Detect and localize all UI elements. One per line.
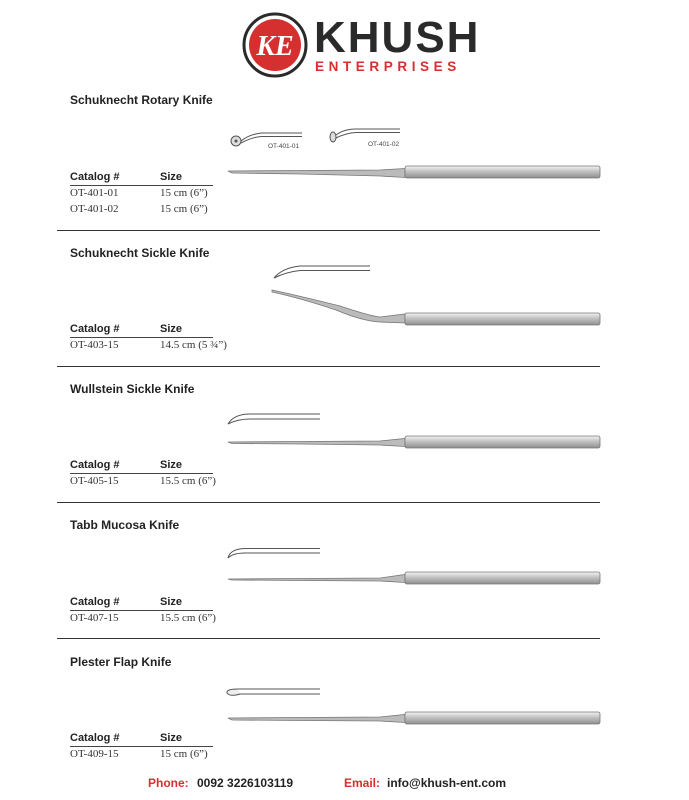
catalog-number: OT-405-15 (70, 475, 119, 487)
rotary-tip-detail-01 (231, 133, 302, 150)
catalog-column-header: Catalog # (70, 323, 120, 335)
sickle-knife-instrument (272, 290, 600, 325)
size-value: 15.5 cm (6”) (160, 475, 216, 487)
catalog-number: OT-407-15 (70, 612, 119, 624)
product-title: Wullstein Sickle Knife (70, 382, 195, 396)
plester-tip-detail (227, 689, 320, 695)
phone-number[interactable]: 0092 3226103119 (197, 776, 294, 790)
catalog-column-header: Catalog # (70, 596, 120, 608)
catalog-column-header: Catalog # (70, 732, 120, 744)
brand-monogram-emblem (242, 12, 310, 78)
section-divider (57, 502, 600, 503)
size-value: 14.5 cm (5 ¾”) (160, 339, 227, 351)
product-title: Tabb Mucosa Knife (70, 518, 180, 532)
brand-tagline: ENTERPRISES (315, 59, 461, 74)
catalog-table-header (70, 459, 213, 474)
brand-logo (242, 12, 481, 78)
tabb-knife-instrument (228, 572, 600, 584)
catalog-number: OT-403-15 (70, 339, 119, 351)
catalog-number: OT-401-02 (70, 203, 119, 215)
product-title: Plester Flap Knife (70, 655, 172, 669)
catalog-column-header: Catalog # (70, 459, 120, 471)
section-divider (57, 230, 600, 231)
wullstein-knife-instrument (228, 436, 600, 448)
rotary-tip-detail-02 (330, 129, 400, 148)
catalog-table-header (70, 171, 213, 186)
catalog-table-header (70, 323, 213, 338)
section-divider (57, 638, 600, 639)
product-title: Schuknecht Sickle Knife (70, 246, 210, 260)
size-value: 15 cm (6”) (160, 748, 208, 760)
size-value: 15.5 cm (6”) (160, 612, 216, 624)
email-address[interactable]: info@khush-ent.com (387, 776, 507, 790)
size-column-header: Size (160, 171, 183, 183)
size-column-header: Size (160, 459, 183, 471)
size-column-header: Size (160, 323, 183, 335)
catalog-column-header: Catalog # (70, 171, 120, 183)
phone-label: Phone: (148, 776, 189, 790)
sickle-tip-detail (274, 266, 370, 278)
catalog-table-header (70, 732, 213, 747)
product-title: Schuknecht Rotary Knife (70, 93, 213, 107)
size-value: 15 cm (6”) (160, 203, 208, 215)
brand-monogram: KE (256, 31, 294, 62)
brand-name: KHUSH (314, 13, 481, 62)
size-column-header: Size (160, 732, 183, 744)
catalog-table-header (70, 596, 213, 611)
section-divider (57, 366, 600, 367)
size-value: 15 cm (6”) (160, 187, 208, 199)
catalog-number: OT-409-15 (70, 748, 119, 760)
size-column-header: Size (160, 596, 183, 608)
variant-label: OT-401-02 (368, 141, 400, 148)
variant-label: OT-401-01 (268, 143, 300, 150)
tabb-tip-detail (228, 549, 320, 559)
email-label: Email: (344, 776, 381, 790)
catalog-number: OT-401-01 (70, 187, 119, 199)
rotary-knife-instrument (228, 166, 600, 178)
wullstein-tip-detail (228, 414, 320, 424)
plester-knife-instrument (228, 712, 600, 724)
